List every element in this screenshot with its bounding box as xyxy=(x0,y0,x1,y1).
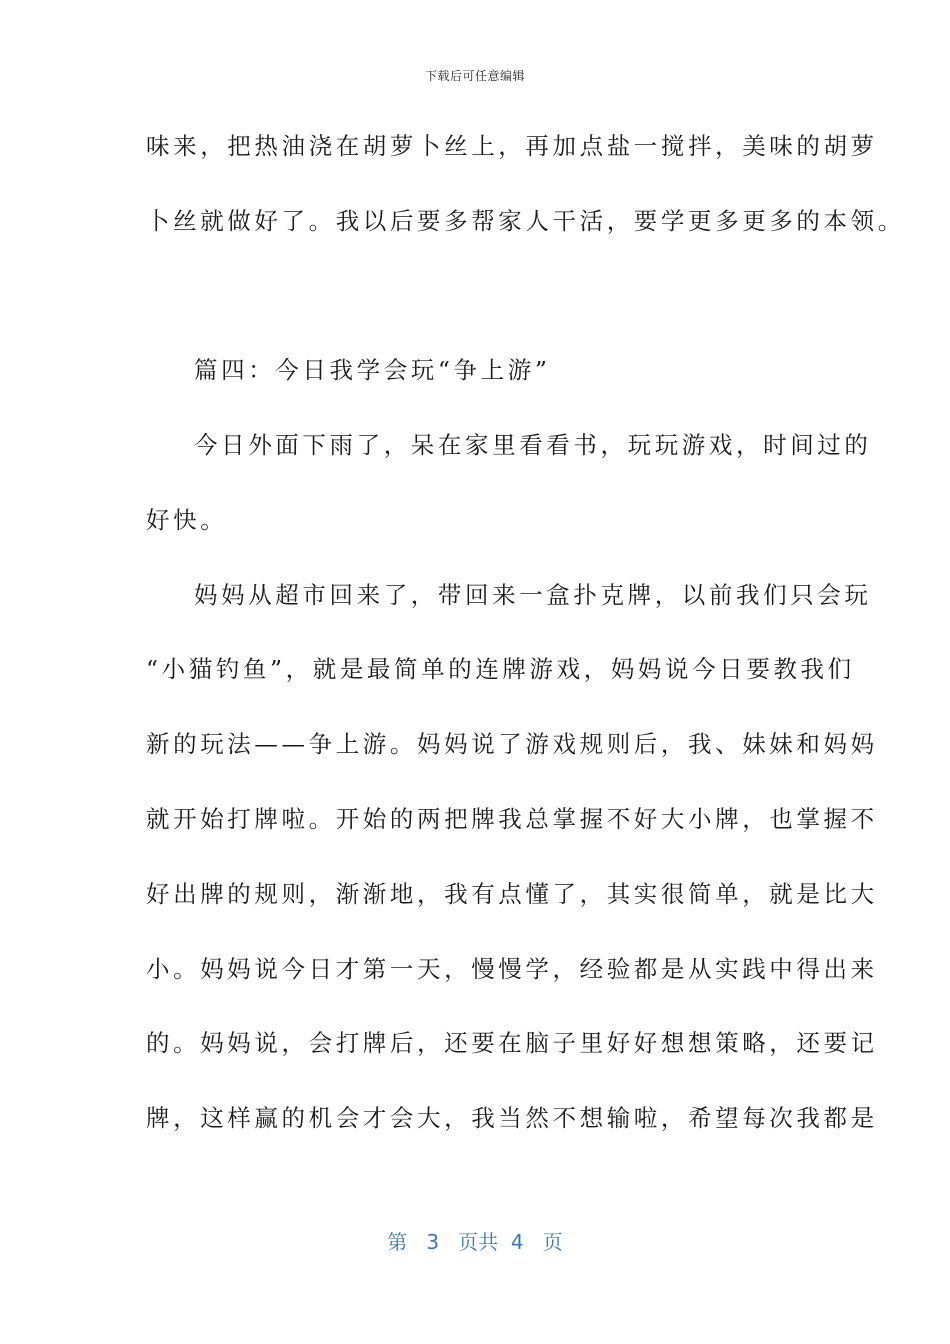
footer-prefix: 第 xyxy=(387,1230,408,1254)
paragraph-line: “小猫钓鱼”，就是最简单的连牌游戏，妈妈说今日要教我们 xyxy=(146,655,855,683)
header-note: 下载后可任意编辑 xyxy=(424,69,525,83)
total-page-number: 4 xyxy=(510,1230,524,1254)
current-page-number: 3 xyxy=(426,1230,440,1254)
paragraph-line: 味来，把热油浇在胡萝卜丝上，再加点盐一搅拌，美味的胡萝 xyxy=(146,132,878,160)
paragraph-line: 牌，这样赢的机会才会大，我当然不想输啦，希望每次我都是 xyxy=(146,1104,878,1132)
paragraph-line: 今日外面下雨了，呆在家里看看书，玩玩游戏，时间过的 xyxy=(194,431,872,459)
page-number-footer xyxy=(0,1226,950,1255)
paragraph-line: 卜丝就做好了。我以后要多帮家人干活，要学更多更多的本领。 xyxy=(146,207,905,235)
section-heading: 篇四：今日我学会玩“争上游” xyxy=(194,356,551,384)
paragraph-line: 新的玩法——争上游。妈妈说了游戏规则后，我、妹妹和妈妈 xyxy=(146,730,878,758)
paragraph-line: 就开始打牌啦。开始的两把牌我总掌握不好大小牌，也掌握不 xyxy=(146,805,878,833)
paragraph-line: 的。妈妈说，会打牌后，还要在脑子里好好想想策略，还要记 xyxy=(146,1029,878,1057)
footer-middle: 页共 xyxy=(458,1230,499,1254)
paragraph-line: 好出牌的规则，渐渐地，我有点懂了，其实很简单，就是比大 xyxy=(146,880,878,908)
paragraph-line: 好快。 xyxy=(146,506,228,534)
paragraph-line: 妈妈从超市回来了，带回来一盒扑克牌，以前我们只会玩 xyxy=(194,581,872,609)
paragraph-line: 小。妈妈说今日才第一天，慢慢学，经验都是从实践中得出来 xyxy=(146,955,878,983)
footer-suffix: 页 xyxy=(542,1230,563,1254)
